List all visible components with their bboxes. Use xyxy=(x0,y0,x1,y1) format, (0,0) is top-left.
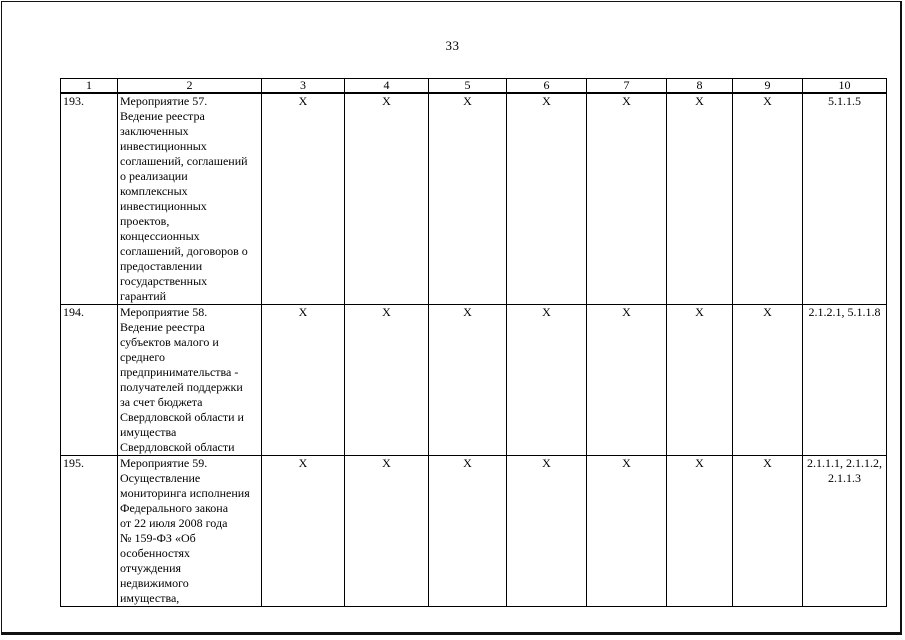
cell-mark: Х xyxy=(429,456,507,607)
description-line: имущества xyxy=(120,425,177,439)
row-description xyxy=(118,456,262,607)
description-line: проектов, xyxy=(120,214,170,228)
description-line: получателей поддержки xyxy=(120,380,243,394)
description-line: инвестиционных xyxy=(120,139,207,153)
cell-mark: Х xyxy=(667,93,733,305)
cell-mark: Х xyxy=(507,93,587,305)
description-line: предпринимательства - xyxy=(120,365,239,379)
page-number: 33 xyxy=(445,38,460,53)
description-line: концессионных xyxy=(120,229,200,243)
description-line: особенностях xyxy=(120,546,190,560)
description-line: соглашений, договоров о xyxy=(120,244,248,258)
row-reference xyxy=(803,305,887,456)
reference-line: 2.1.2.1, 5.1.1.8 xyxy=(808,305,881,319)
cell-mark: Х xyxy=(587,93,667,305)
cell-mark: Х xyxy=(262,305,345,456)
cell-mark: Х xyxy=(262,93,345,305)
row-reference xyxy=(803,93,887,305)
description-line: мониторинга исполнения xyxy=(120,486,250,500)
description-line: государственных xyxy=(120,274,208,288)
column-header-3: 3 xyxy=(262,79,345,94)
reference-line: 2.1.1.3 xyxy=(828,471,861,485)
description-line: соглашений, соглашений xyxy=(120,154,248,168)
row-description xyxy=(118,305,262,456)
row-number: 195. xyxy=(61,456,118,607)
column-header-2: 2 xyxy=(118,79,262,94)
cell-mark: Х xyxy=(667,456,733,607)
description-line: Свердловской области и xyxy=(120,410,244,424)
reference-line: 5.1.1.5 xyxy=(828,94,861,108)
description-line: гарантий xyxy=(120,289,167,303)
column-header-5: 5 xyxy=(429,79,507,94)
cell-mark: Х xyxy=(262,456,345,607)
column-header-10: 10 xyxy=(803,79,887,94)
cell-mark: Х xyxy=(587,456,667,607)
column-header-6: 6 xyxy=(507,79,587,94)
description-line: инвестиционных xyxy=(120,199,207,213)
description-line: Осуществление xyxy=(120,471,201,485)
description-line: отчуждения xyxy=(120,561,182,575)
description-line: Мероприятие 58. xyxy=(120,305,208,319)
description-line: за счет бюджета xyxy=(120,395,203,409)
description-line: среднего xyxy=(120,350,165,364)
row-number: 194. xyxy=(61,305,118,456)
description-line: о реализации xyxy=(120,169,188,183)
header-row xyxy=(61,79,887,94)
cell-mark: Х xyxy=(345,456,429,607)
description-line: Федерального закона xyxy=(120,501,229,515)
description-line: предоставлении xyxy=(120,259,203,273)
description-line: от 22 июля 2008 года xyxy=(120,516,228,530)
description-line: заключенных xyxy=(120,124,189,138)
cell-mark: Х xyxy=(507,456,587,607)
table-row xyxy=(61,456,887,607)
column-header-1: 1 xyxy=(61,79,118,94)
description-line: недвижимого xyxy=(120,576,189,590)
description-line: комплексных xyxy=(120,184,188,198)
cell-mark: Х xyxy=(429,93,507,305)
description-line: Свердловской области xyxy=(120,440,235,454)
cell-mark: Х xyxy=(587,305,667,456)
description-line: Мероприятие 57. xyxy=(120,94,208,108)
cell-mark: Х xyxy=(429,305,507,456)
row-number: 193. xyxy=(61,93,118,305)
table-row xyxy=(61,305,887,456)
reference-line: 2.1.1.1, 2.1.1.2, xyxy=(807,456,882,470)
cell-mark: Х xyxy=(507,305,587,456)
description-line: Ведение реестра xyxy=(120,320,205,334)
column-header-4: 4 xyxy=(345,79,429,94)
cell-mark: Х xyxy=(345,305,429,456)
column-header-9: 9 xyxy=(733,79,803,94)
description-line: № 159-ФЗ «Об xyxy=(120,531,196,545)
column-header-8: 8 xyxy=(667,79,733,94)
row-description xyxy=(118,93,262,305)
description-line: имущества, xyxy=(120,591,180,605)
description-line: субъектов малого и xyxy=(120,335,219,349)
column-header-7: 7 xyxy=(587,79,667,94)
description-line: Мероприятие 59. xyxy=(120,456,208,470)
document-table xyxy=(60,78,887,607)
cell-mark: Х xyxy=(345,93,429,305)
table-row xyxy=(61,93,887,305)
cell-mark: Х xyxy=(733,93,803,305)
description-line: Ведение реестра xyxy=(120,109,205,123)
cell-mark: Х xyxy=(667,305,733,456)
row-reference xyxy=(803,456,887,607)
cell-mark: Х xyxy=(733,305,803,456)
cell-mark: Х xyxy=(733,456,803,607)
